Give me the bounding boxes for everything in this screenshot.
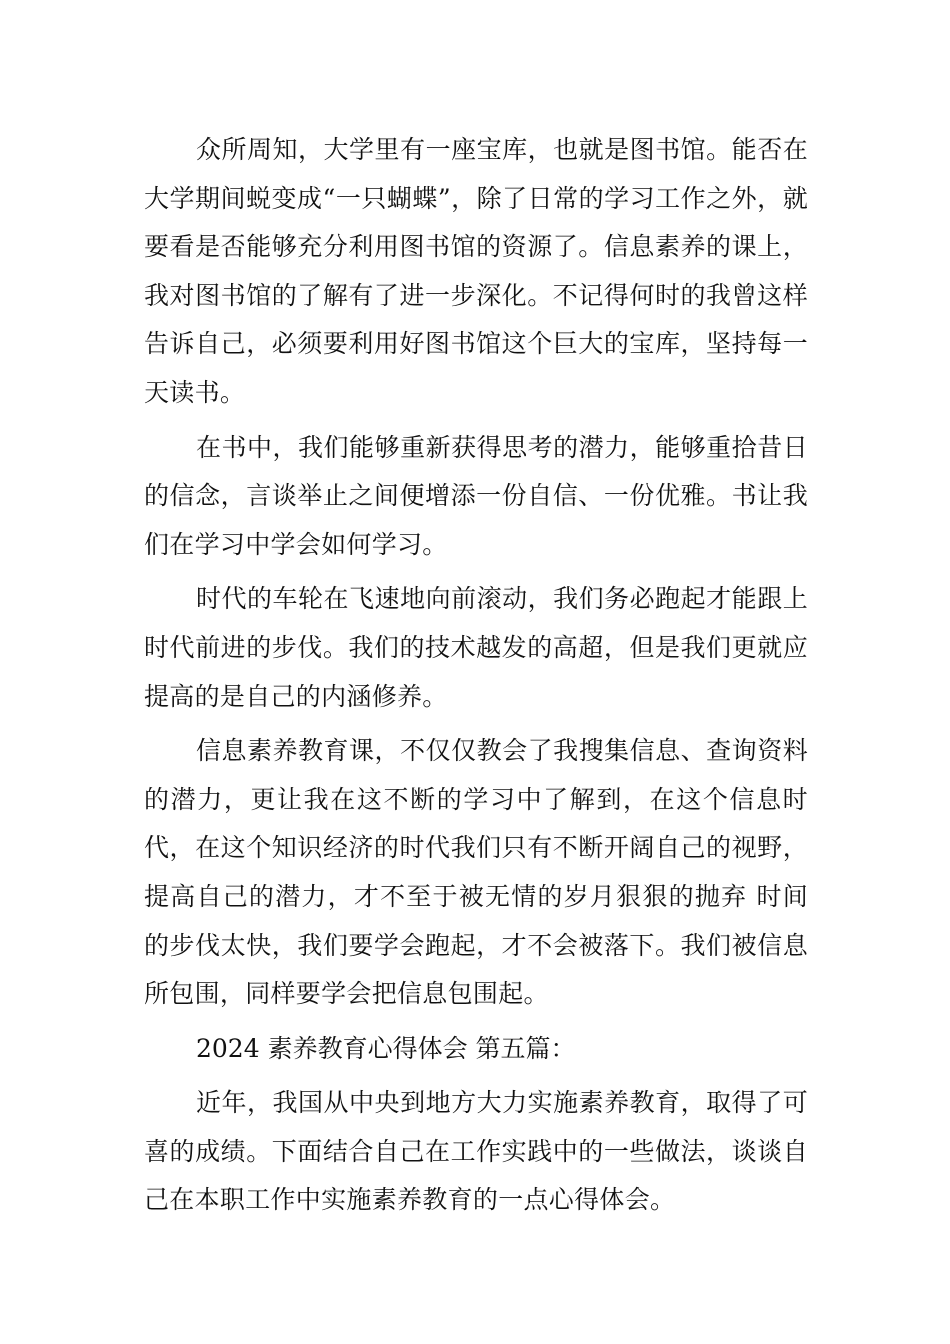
section-heading: 2024 素养教育心得体会 第五篇： (196, 1033, 576, 1063)
paragraph-recent-years: 近年，我国从中央到地方大力实施素养教育，取得了可喜的成绩。下面结合自己在工作实践中的一些做法，谈谈自己在本职工作中实施素养教育的一点心得体会。 (144, 1088, 808, 1215)
paragraph-library: 众所周知，大学里有一座宝库，也就是图书馆。能否在大学期间蜕变成“一只蝴蝶”，除了日常的学习工作之外，就要看是否能够充分利用图书馆的资源了。信息素养的课上，我对图书馆的了解有了进一步深化。不记得何时的我曾这样告诉自己，必须要利用好图书馆这个巨大的宝库，坚持每一天读书。 (144, 135, 808, 407)
paragraph-books: 在书中，我们能够重新获得思考的潜力，能够重拾昔日的信念，言谈举止之间便增添一份自信、一份优雅。书让我们在学习中学会如何学习。 (144, 432, 808, 559)
document-page (144, 126, 808, 1225)
paragraph-times: 时代的车轮在飞速地向前滚动，我们务必跑起才能跟上时代前进的步伐。我们的技术越发的高超，但是我们更就应提高的是自己的内涵修养。 (144, 584, 808, 711)
paragraph-information-literacy: 信息素养教育课，不仅仅教会了我搜集信息、查询资料的潜力，更让我在这不断的学习中了解到，在这个信息时代，在这个知识经济的时代我们只有不断开阔自己的视野，提高自己的潜力，才不至于被无情的岁月狠狠的抛弃 时间的步伐太快，我们要学会跑起，才不会被落下。我们被信息所包围，同样要学会把信息包围起。 (144, 736, 808, 1009)
